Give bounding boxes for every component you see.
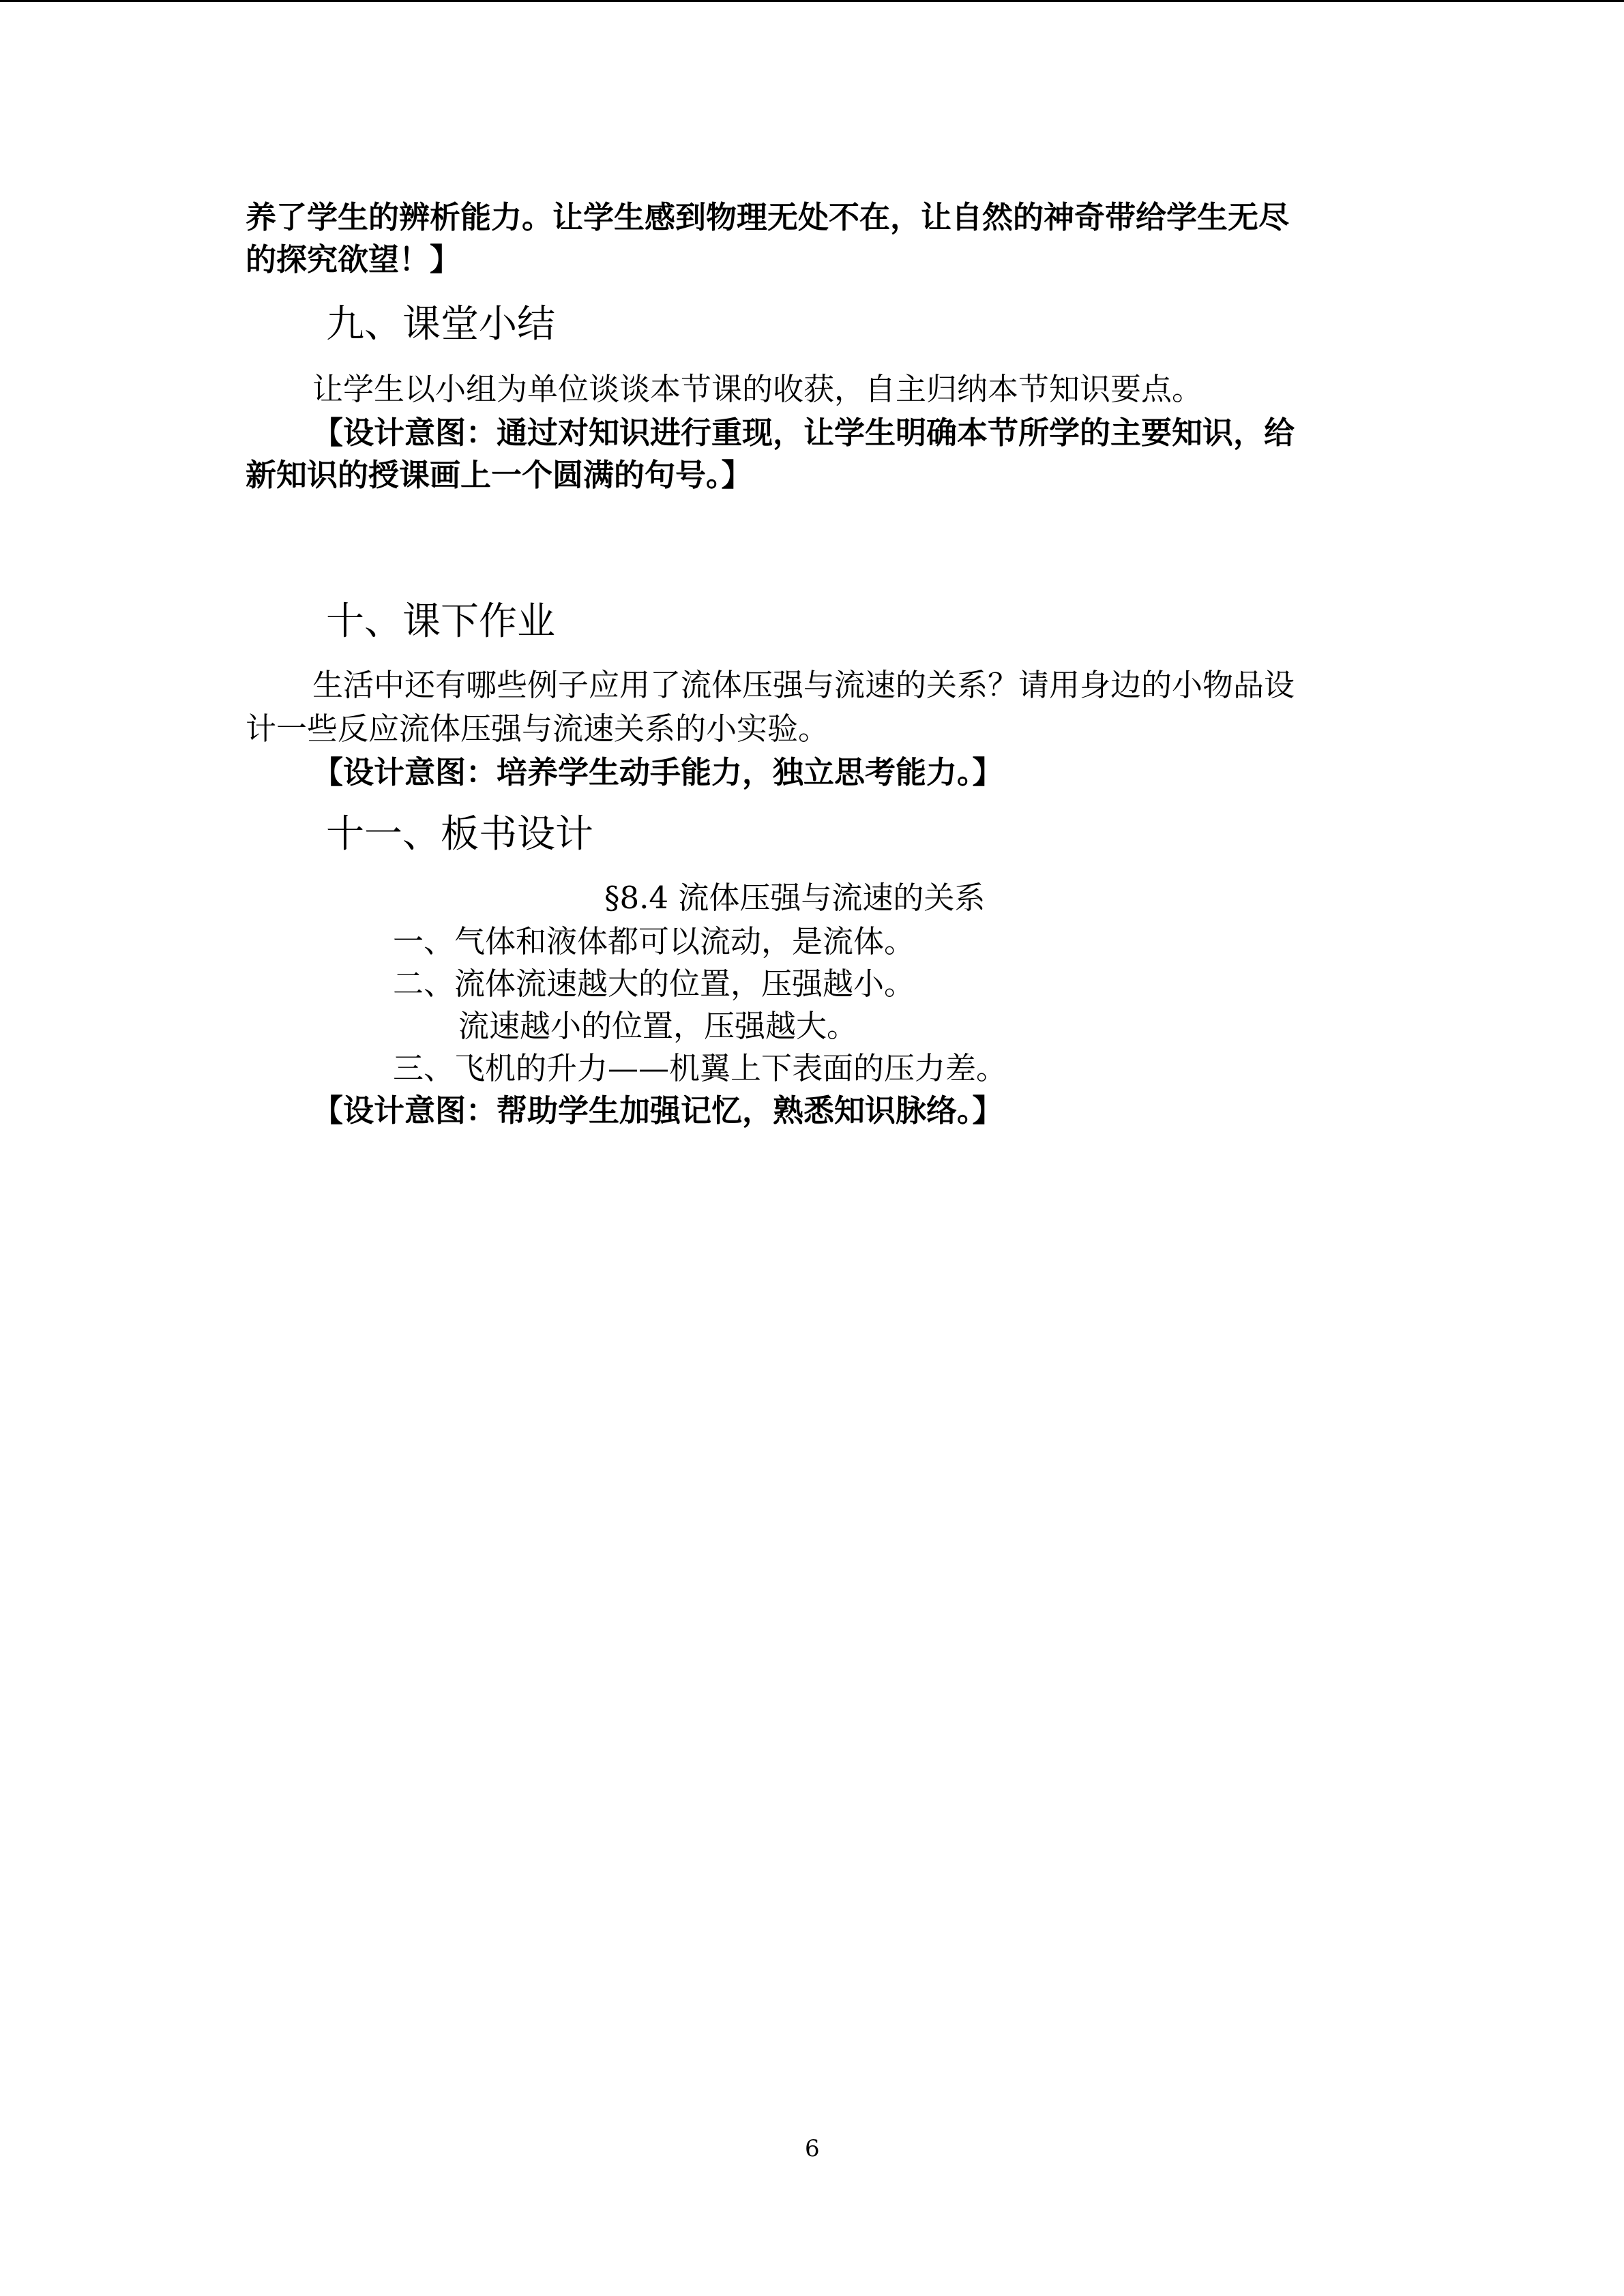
homework-body-line-2: 计一些反应流体压强与流速关系的小实验。 (246, 711, 829, 747)
section-heading-homework: 十、课下作业 (326, 599, 555, 644)
page-number: 6 (805, 2135, 820, 2162)
board-item-1: 一、气体和液体都可以流动，是流体。 (393, 923, 915, 959)
board-item-3: 三、飞机的升力——机翼上下表面的压力差。 (393, 1050, 1007, 1086)
board-intent: 【设计意图：帮助学生加强记忆，熟悉知识脉络。】 (312, 1092, 1003, 1129)
board-item-2: 二、流体流速越大的位置，压强越小。 (393, 966, 915, 1002)
section-heading-summary: 九、课堂小结 (326, 302, 555, 346)
summary-intent-line-2: 新知识的授课画上一个圆满的句号。】 (246, 457, 752, 493)
intro-line-2: 的探究欲望！】 (246, 241, 461, 278)
homework-intent: 【设计意图：培养学生动手能力，独立思考能力。】 (312, 754, 1003, 790)
summary-intent-line-1: 【设计意图：通过对知识进行重现，让学生明确本节所学的主要知识，给 (312, 415, 1295, 451)
board-item-2-continued: 流速越小的位置，压强越大。 (458, 1008, 858, 1044)
section-heading-board-design: 十一、板书设计 (326, 812, 593, 856)
page-top-border (0, 0, 1624, 2)
summary-body: 让学生以小组为单位谈谈本节课的收获，自主归纳本节知识要点。 (312, 371, 1203, 407)
homework-body-line-1: 生活中还有哪些例子应用了流体压强与流速的关系？请用身边的小物品设 (312, 667, 1295, 703)
intro-line-1: 养了学生的辨析能力。让学生感到物理无处不在，让自然的神奇带给学生无尽 (246, 199, 1290, 235)
board-title: §8.4 流体压强与流速的关系 (604, 880, 986, 916)
